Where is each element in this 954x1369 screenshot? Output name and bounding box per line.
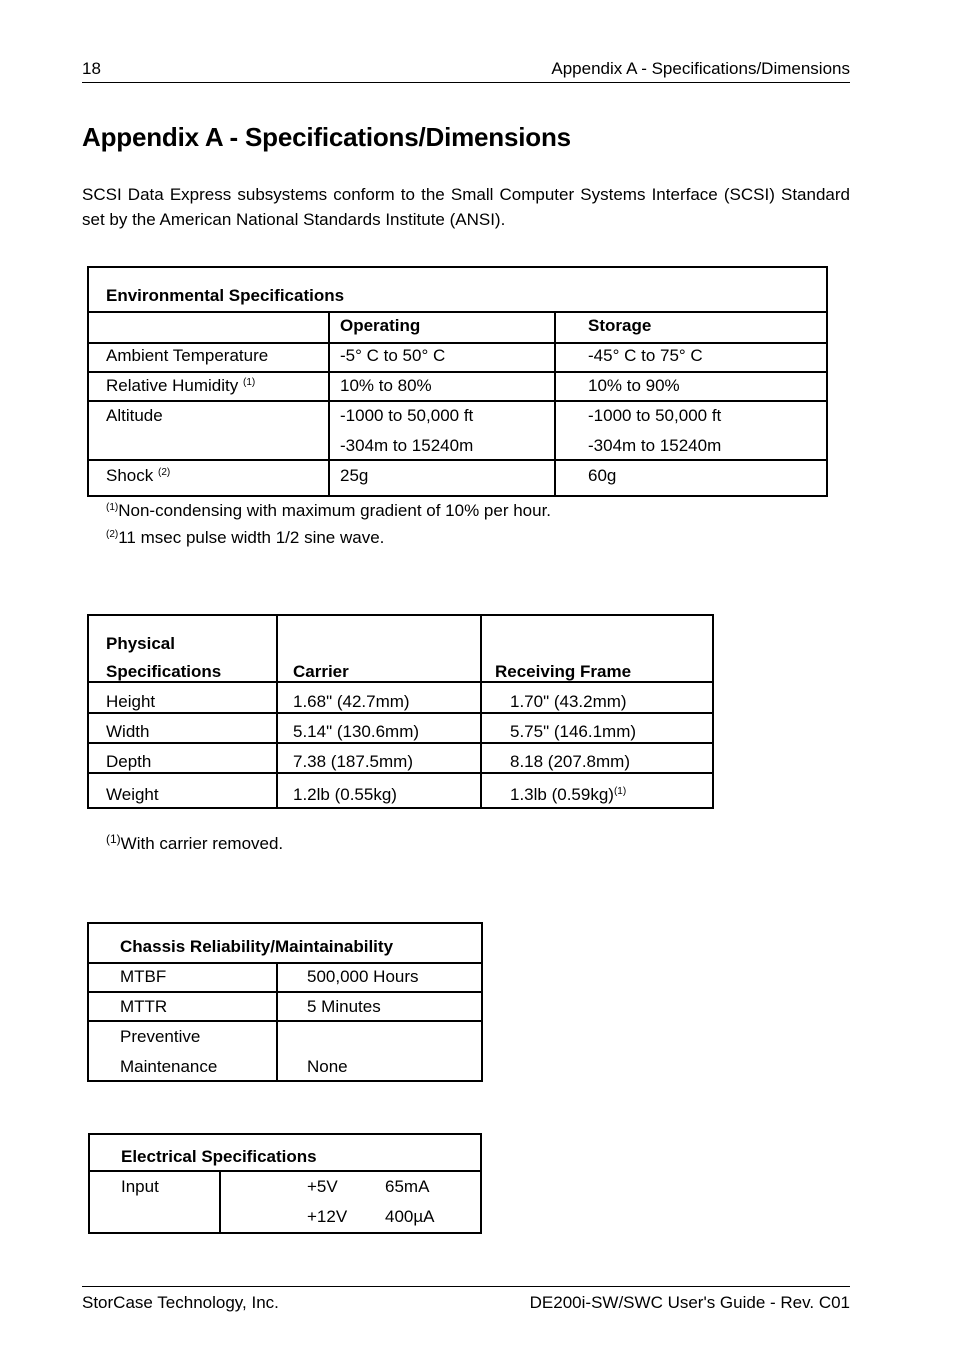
env-storage-value: 60g [588,466,617,485]
chassis-title: Chassis Reliability/Maintainability [120,937,394,956]
footnote-marker: (1) [613,786,627,797]
physical-table [87,614,714,809]
footer-rule [82,1286,850,1287]
phys-carrier-value: 1.2lb (0.55kg) [293,785,397,804]
env-row-label: Shock $^{(2)}$ [106,466,171,485]
chassis-row-label: MTBF [120,967,167,986]
current-value: 400µA [385,1207,435,1226]
env-operating-value: -304m to 15240m [340,436,474,455]
footnote-marker: (2) [157,467,171,478]
electrical-table [88,1133,482,1234]
chassis-row-label: Preventive [120,1027,201,1046]
current-value: 65mA [385,1177,430,1196]
intro-paragraph: SCSI Data Express subsystems conform to the Small Computer Systems Interface (SCSI) Standard set by the American National Standards Institute (ANSI). [82,185,850,229]
env-row-label: Relative Humidity $^{(1)}$ [106,376,256,395]
phys-row-label: Width [106,722,150,741]
electrical-input-label: Input [121,1177,159,1196]
env-operating-value: -5° C to 50° C [340,346,446,365]
physical-title-line1: Physical [106,634,175,653]
phys-frame-value: 1.70" (43.2mm) [510,692,627,711]
header-rule [82,82,850,83]
col-receiving-frame: Receiving Frame [495,662,632,681]
col-carrier: Carrier [293,662,349,681]
electrical-title: Electrical Specifications [121,1147,317,1166]
phys-frame-value: 1.3lb $(0.59kg)^{(1)}$ [510,785,627,804]
phys-carrier-value: 7.38 (187.5mm) [293,752,413,771]
phys-frame-value: 8.18 (207.8mm) [510,752,630,771]
footnote: $^{(2)}$11 msec pulse width 1/2 sine wave. [106,528,385,547]
page-number: 18 [82,59,101,78]
col-operating: Operating [340,316,421,335]
env-operating-value: 10% to 80% [340,376,432,395]
phys-row-label: Weight [106,785,159,804]
env-storage-value: -1000 to 50,000 ft [588,406,722,425]
phys-frame-value: 5.75" (146.1mm) [510,722,637,741]
env-operating-value: -1000 to 50,000 ft [340,406,474,425]
voltage-value: +12V [307,1207,348,1226]
env-storage-value: 10% to 90% [588,376,680,395]
env-storage-value: -45° C to 75° C [588,346,703,365]
phys-carrier-value: 1.68" (42.7mm) [293,692,410,711]
physical-title-line2: Specifications [106,662,222,681]
environmental-title: Environmental Specifications [106,286,345,305]
chassis-table [87,922,483,1082]
env-storage-value: -304m to 15240m [588,436,722,455]
chassis-row-value: None [307,1057,348,1076]
footer-company: StorCase Technology, Inc. [82,1293,279,1312]
chassis-row-label: Maintenance [120,1057,218,1076]
chassis-row-value: 500,000 Hours [307,967,419,986]
environmental-table [87,266,828,497]
voltage-value: +5V [307,1177,338,1196]
running-title: Appendix A - Specifications/Dimensions [551,59,850,78]
chassis-row-label: MTTR [120,997,168,1016]
footnote: $^{(1)}$With carrier removed. [106,832,284,853]
chassis-row-value: 5 Minutes [307,997,381,1016]
col-storage: Storage [588,316,652,335]
phys-carrier-value: 5.14" (130.6mm) [293,722,420,741]
env-row-label: Ambient Temperature [106,346,269,365]
env-operating-value: 25g [340,466,369,485]
page-title: Appendix A - Specifications/Dimensions [82,122,571,152]
phys-row-label: Height [106,692,156,711]
footnote: $^{(1)}$Non-condensing with maximum gradient of 10% per hour. [106,501,552,520]
footnote-marker: (1) [243,377,256,388]
phys-row-label: Depth [106,752,152,771]
footer-document: DE200i-SW/SWC User's Guide - Rev. C01 [529,1293,850,1312]
env-row-label: Altitude [106,406,163,425]
